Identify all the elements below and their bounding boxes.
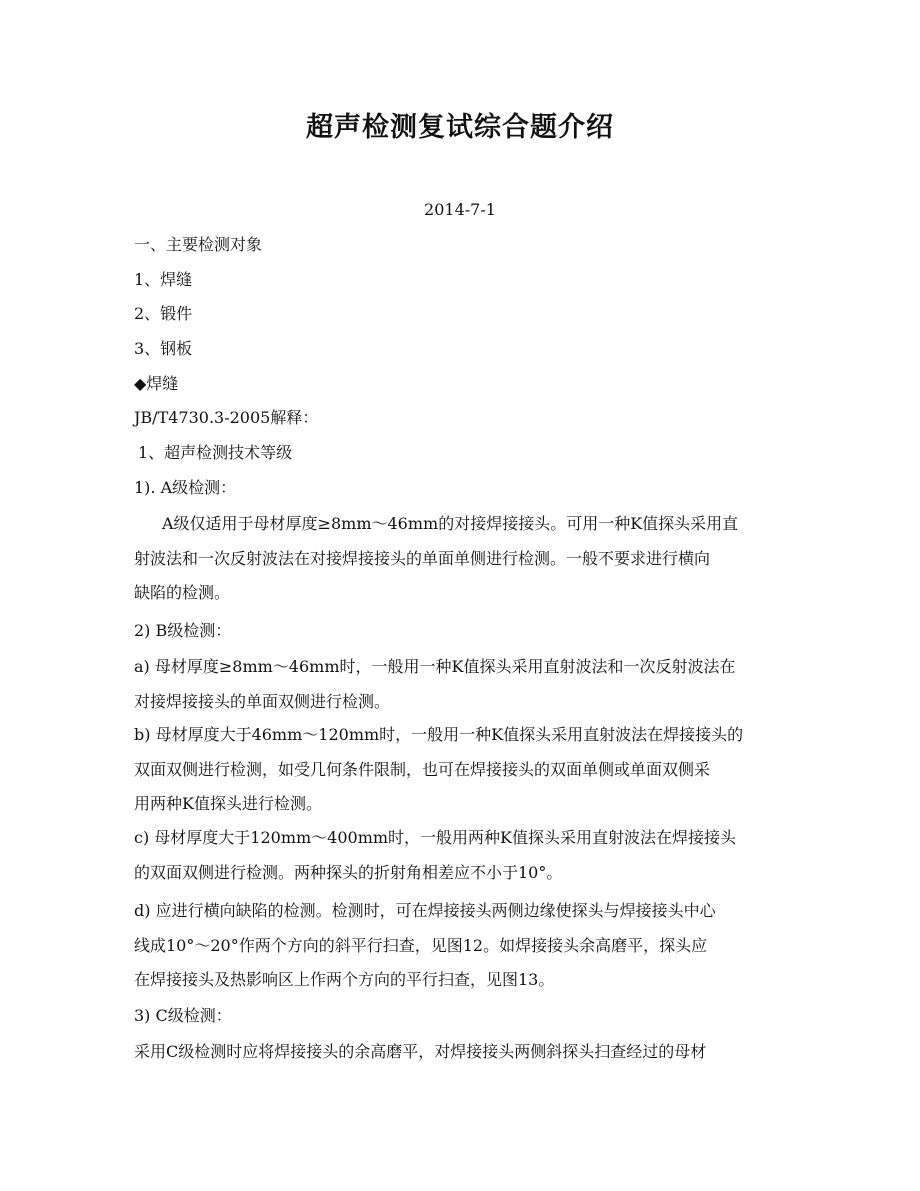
level-b-b-line-1: b) 母材厚度大于46mm～120mm时，一般用一种K值探头采用直射波法在焊接接头的 (134, 725, 744, 744)
level-b-c-line-1: c) 母材厚度大于120mm～400mm时，一般用两种K值探头采用直射波法在焊接接头 (134, 828, 737, 847)
object-item-plate: 3、钢板 (134, 339, 193, 358)
level-b-item-b (134, 718, 788, 822)
level-c-heading: 3) C级检测： (134, 1006, 232, 1025)
level-b-item-d (134, 894, 788, 998)
level-b-item-c (134, 821, 788, 890)
level-a-line-1: A级仅适用于母材厚度≥8mm～46mm的对接焊接接头。可用一种K值探头采用直 (162, 514, 739, 533)
level-c-paragraph (134, 1035, 788, 1070)
object-item-forging: 2、锻件 (134, 304, 193, 323)
level-b-d-line-1: d) 应进行横向缺陷的检测。检测时，可在焊接接头两侧边缘使探头与焊接接头中心 (134, 901, 716, 920)
level-b-a-line-2: 对接焊接接头的单面双侧进行检测。 (134, 691, 391, 711)
level-a-line-2: 射波法和一次反射波法在对接焊接接头的单面单侧进行检测。一般不要求进行横向 (134, 548, 711, 568)
level-b-b-line-2: 双面双侧进行检测，如受几何条件限制，也可在焊接接头的双面单侧或单面双侧采 (134, 759, 711, 779)
level-b-d-line-3: 在焊接接头及热影响区上作两个方向的平行扫查，见图13。 (134, 970, 555, 989)
level-a-line-3: 缺陷的检测。 (134, 583, 231, 602)
level-b-d-line-2: 线成10°～20°作两个方向的斜平行扫查，见图12。如焊接接头余高磨平，探头应 (134, 935, 708, 955)
level-a-heading: 1). A级检测： (134, 478, 237, 497)
level-a-paragraph (134, 507, 788, 611)
section-heading-technique-levels: 1、超声检测技术等级 (138, 443, 293, 462)
level-c-line-1: 采用C级检测时应将焊接接头的余高磨平，对焊接接头两侧斜探头扫查经过的母材 (134, 1042, 707, 1061)
level-b-a-line-1: a) 母材厚度≥8mm～46mm时，一般用一种K值探头采用直射波法和一次反射波法在 (134, 657, 736, 676)
weld-heading: ◆焊缝 (134, 374, 179, 393)
level-b-item-a (134, 650, 788, 719)
standard-reference: JB/T4730.3-2005解释： (134, 408, 319, 427)
level-b-c-line-2: 的双面双侧进行检测。两种探头的折射角相差应不小于10°。 (134, 862, 563, 882)
object-item-weld: 1、焊缝 (134, 270, 193, 289)
heading-main-objects: 一、主要检测对象 (134, 235, 263, 254)
level-b-b-line-3: 用两种K值探头进行检测。 (134, 794, 322, 813)
level-b-heading: 2) B级检测： (134, 621, 232, 640)
document-date: 2014-7-1 (424, 200, 496, 219)
document-title: 超声检测复试综合题介绍 (306, 112, 614, 143)
